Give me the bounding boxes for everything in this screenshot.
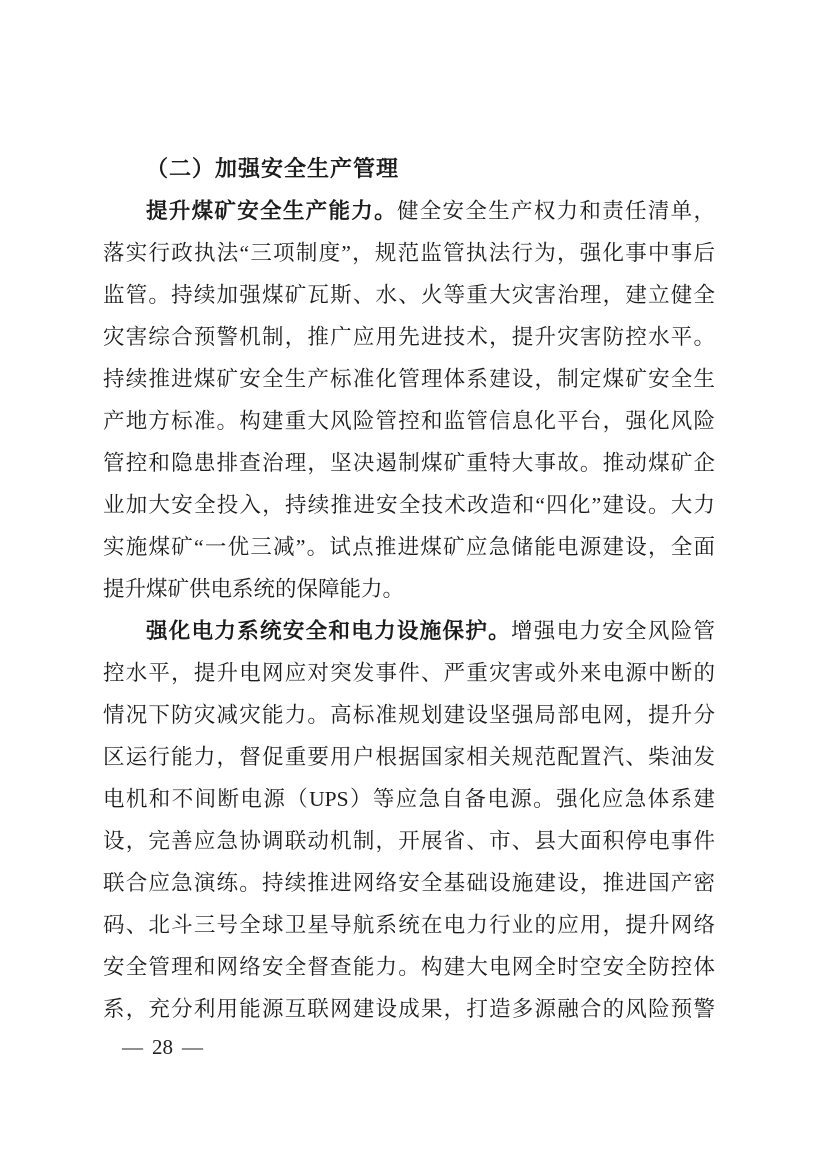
paragraph1-line-6: 产地方标准。构建重大风险管控和监管信息化平台，强化风险 bbox=[103, 409, 715, 433]
paragraph2-line-9: 安全管理和网络安全督查能力。构建大电网全时空安全防控体 bbox=[103, 955, 715, 979]
footer-dash-left: — bbox=[122, 1035, 143, 1059]
paragraph2-line-5: 电机和不间断电源（UPS）等应急自备电源。强化应急体系建 bbox=[103, 787, 715, 811]
paragraph1-line-5: 持续推进煤矿安全生产标准化管理体系建设，制定煤矿安全生 bbox=[103, 367, 715, 391]
paragraph1-line-3: 监管。持续加强煤矿瓦斯、水、火等重大灾害治理，建立健全 bbox=[103, 283, 715, 307]
paragraph1-line-10: 提升煤矿供电系统的保障能力。 bbox=[103, 577, 405, 601]
paragraph1-line-9: 实施煤矿“一优三减”。试点推进煤矿应急储能电源建设，全面 bbox=[103, 535, 715, 559]
paragraph1-bold-lead: 提升煤矿安全生产能力。 bbox=[146, 199, 397, 223]
paragraph2-line-2: 控水平，提升电网应对突发事件、严重灾害或外来电源中断的 bbox=[103, 661, 715, 685]
document-body bbox=[103, 148, 715, 1030]
paragraph1-line-4: 灾害综合预警机制，推广应用先进技术，提升灾害防控水平。 bbox=[103, 325, 715, 349]
section-heading: （二）加强安全生产管理 bbox=[146, 156, 400, 181]
paragraph1-line-8: 业加大安全投入，持续推进安全技术改造和“四化”建设。大力 bbox=[103, 493, 715, 517]
paragraph1-line-7: 管控和隐患排查治理，坚决遏制煤矿重特大事故。推动煤矿企 bbox=[103, 451, 715, 475]
paragraph2-line-4: 区运行能力，督促重要用户根据国家相关规范配置汽、柴油发 bbox=[103, 745, 715, 769]
paragraph2-line-7: 联合应急演练。持续推进网络安全基础设施建设，推进国产密 bbox=[103, 871, 715, 895]
page-footer bbox=[122, 1031, 203, 1063]
paragraph1-line-1-text: 健全安全生产权力和责任清单， bbox=[396, 199, 715, 223]
paragraph2-line-3: 情况下防灾减灾能力。高标准规划建设坚强局部电网，提升分 bbox=[103, 703, 715, 727]
paragraph2-line-6: 设，完善应急协调联动机制，开展省、市、县大面积停电事件 bbox=[103, 829, 715, 853]
paragraph1-line-1 bbox=[103, 190, 715, 232]
paragraph2-line-10: 系，充分利用能源互联网建设成果，打造多源融合的风险预警 bbox=[103, 997, 715, 1021]
paragraph1-line-2: 落实行政执法“三项制度”，规范监管执法行为，强化事中事后 bbox=[103, 241, 715, 265]
paragraph2-bold-lead: 强化电力系统安全和电力设施保护。 bbox=[146, 619, 511, 643]
paragraph2-line-1 bbox=[103, 610, 715, 652]
paragraph2-line-1-text: 增强电力安全风险管 bbox=[510, 619, 715, 643]
paragraph2-line-8: 码、北斗三号全球卫星导航系统在电力行业的应用，提升网络 bbox=[103, 913, 715, 937]
page-number: 28 bbox=[152, 1035, 173, 1059]
footer-dash-right: — bbox=[182, 1035, 203, 1059]
